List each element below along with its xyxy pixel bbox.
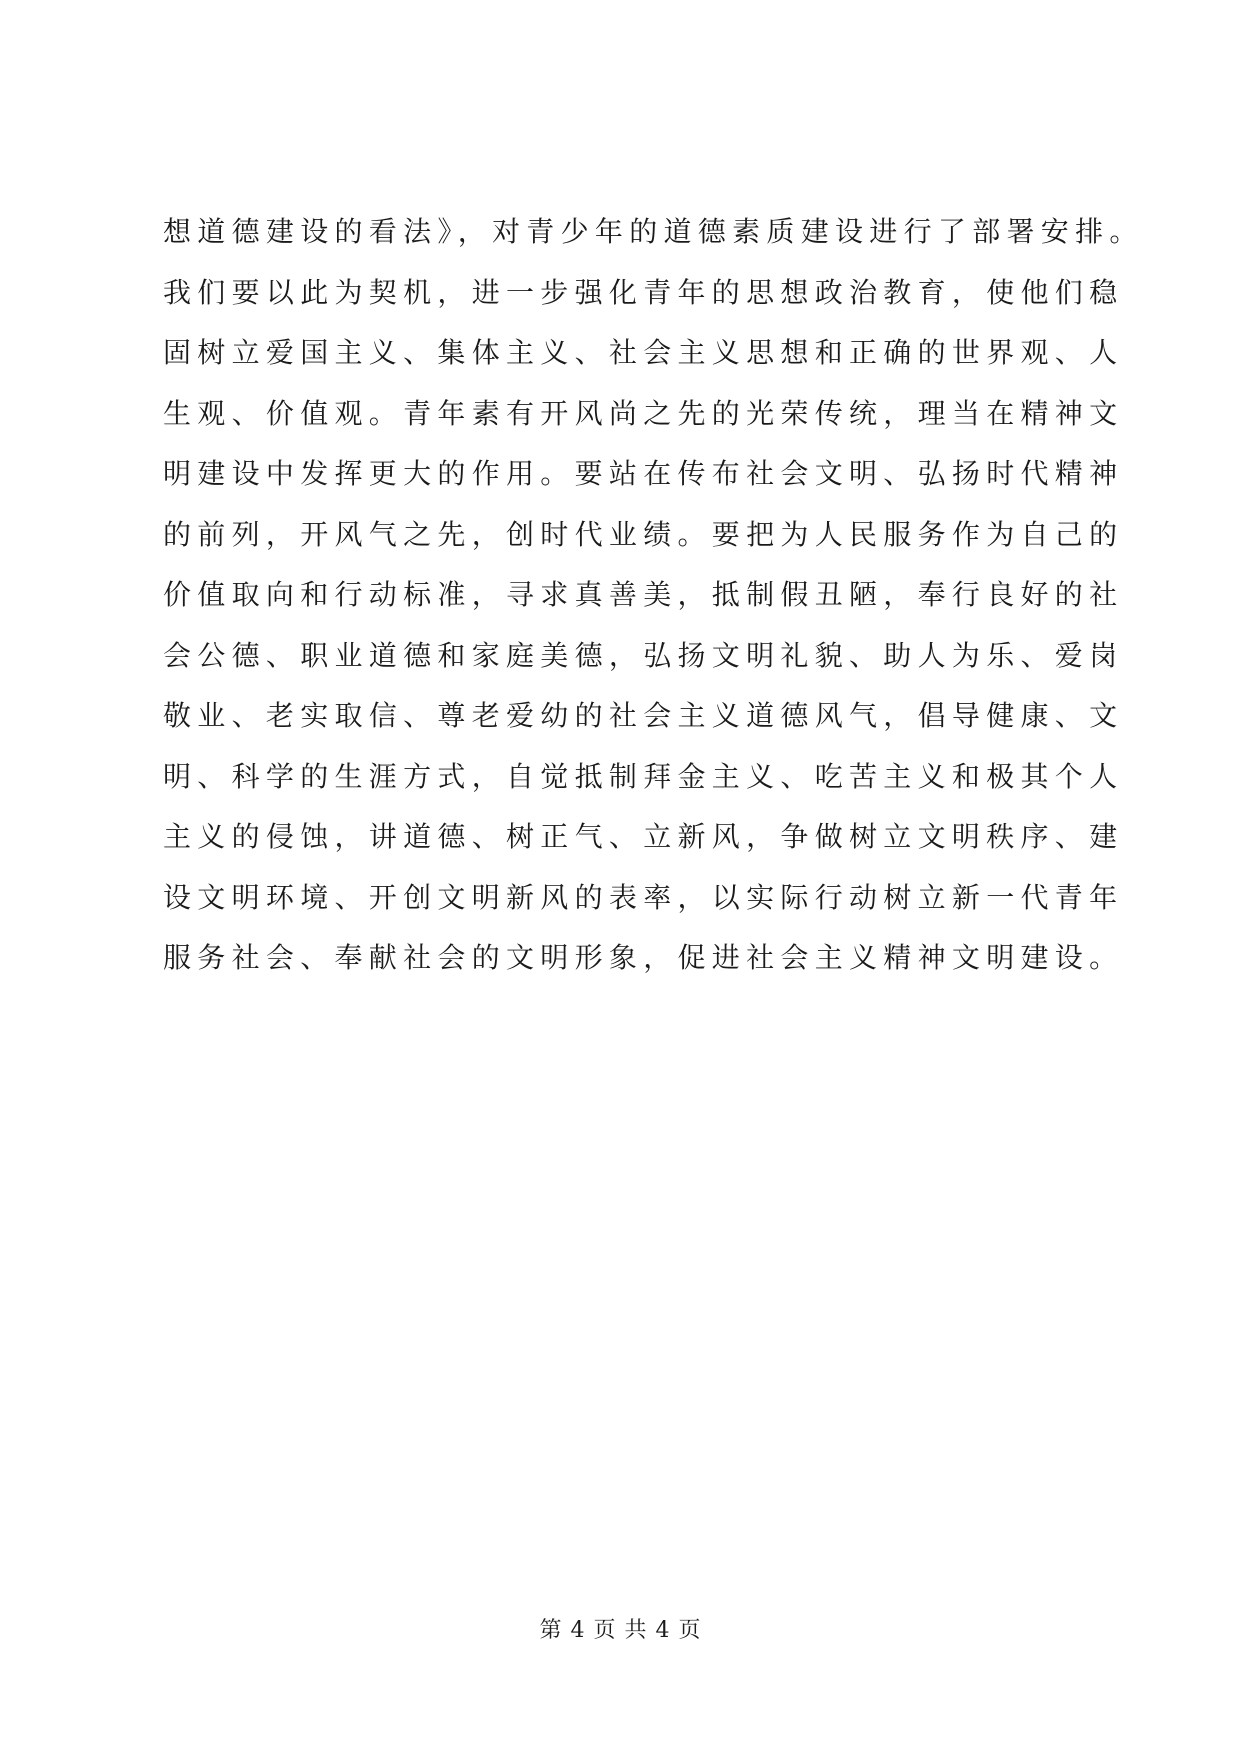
text-line: 我们要以此为契机，进一步强化青年的思想政治教育，使他们稳 — [163, 275, 1124, 309]
text-line: 想道德建设的看法》，对青少年的道德素质建设进行了部署安排。 — [163, 215, 1144, 248]
text-line: 价值取向和行动标准，寻求真善美，抵制假丑陋，奉行良好的社 — [163, 578, 1124, 611]
text-line: 设文明环境、开创文明新风的表率，以实际行动树立新一代青年 — [163, 880, 1124, 914]
text-line: 敬业、老实取信、尊老爱幼的社会主义道德风气，倡导健康、文 — [163, 699, 1124, 732]
text-line: 的前列，开风气之先，创时代业绩。要把为人民服务作为自己的 — [163, 517, 1124, 551]
text-line: 明建设中发挥更大的作用。要站在传布社会文明、弘扬时代精神 — [163, 457, 1124, 490]
text-line: 明、科学的生涯方式，自觉抵制拜金主义、吃苦主义和极其个人 — [163, 759, 1124, 793]
text-line: 固树立爱国主义、集体主义、社会主义思想和正确的世界观、人 — [163, 336, 1124, 369]
text-line: 主义的侵蚀，讲道德、树正气、立新风，争做树立文明秩序、建 — [163, 820, 1124, 853]
page-number-footer: 第 4 页 共 4 页 — [539, 1618, 702, 1643]
text-line: 服务社会、奉献社会的文明形象，促进社会主义精神文明建设。 — [163, 941, 1124, 974]
text-line: 生观、价值观。青年素有开风尚之先的光荣传统，理当在精神文 — [163, 396, 1124, 430]
body-paragraph — [163, 202, 1144, 989]
text-line: 会公德、职业道德和家庭美德，弘扬文明礼貌、助人为乐、爱岗 — [163, 638, 1124, 672]
